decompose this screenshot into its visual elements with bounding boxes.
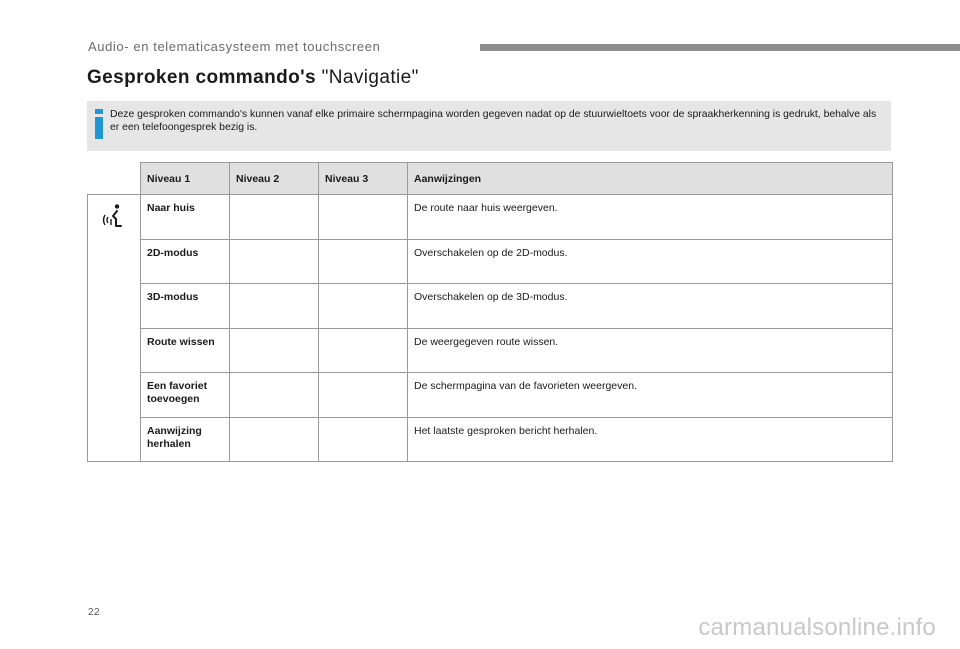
info-box [87,101,891,151]
row-6-niveau-1: Aanwijzing herhalen [141,417,230,462]
row-6-aanwijzing: Het laatste gesproken bericht herhalen. [408,417,893,462]
voice-command-icon [101,203,127,229]
row-1-niveau-2 [230,195,319,240]
table-row [88,284,893,329]
table-row [88,373,893,418]
table-header-aanwijzingen: Aanwijzingen [408,163,893,195]
row-2-niveau-3 [319,239,408,284]
row-2-niveau-2 [230,239,319,284]
page-title-main: Gesproken commando's [87,67,322,88]
row-6-niveau-3 [319,417,408,462]
row-4-niveau-3 [319,328,408,373]
table-header-blank [88,163,141,195]
header-bar [480,44,960,51]
row-5-niveau-1: Een favoriet toevoegen [141,373,230,418]
row-1-aanwijzing: De route naar huis weergeven. [408,195,893,240]
voice-icon-cell [88,195,141,462]
row-3-niveau-3 [319,284,408,329]
row-5-aanwijzing: De schermpagina van de favorieten weergeven. [408,373,893,418]
row-5-niveau-2 [230,373,319,418]
table-row [88,195,893,240]
info-text: Deze gesproken commando's kunnen vanaf elke primaire schermpagina worden gegeven nadat op de stuurwieltoets voor de spraakherkenning is gedrukt, behalve als er een telefoongesprek bezig is. [110,109,877,133]
table-header-niveau-2: Niveau 2 [230,163,319,195]
table-header-niveau-1: Niveau 1 [141,163,230,195]
table-row [88,328,893,373]
row-3-aanwijzing: Overschakelen op de 3D-modus. [408,284,893,329]
section-header-title: Audio- en telematicasysteem met touchscreen [88,39,381,54]
table-header-row [88,163,893,195]
table-header-niveau-3: Niveau 3 [319,163,408,195]
row-4-niveau-1: Route wissen [141,328,230,373]
page-number: 22 [88,607,101,618]
watermark: carmanualsonline.info [698,614,936,641]
page-title-quoted: "Navigatie" [321,67,419,88]
row-4-aanwijzing: De weergegeven route wissen. [408,328,893,373]
row-3-niveau-2 [230,284,319,329]
table-row [88,417,893,462]
info-icon [95,109,103,139]
row-1-niveau-1: Naar huis [141,195,230,240]
table-row [88,239,893,284]
row-2-niveau-1: 2D-modus [141,239,230,284]
row-6-niveau-2 [230,417,319,462]
row-4-niveau-2 [230,328,319,373]
row-1-niveau-3 [319,195,408,240]
page-title [87,67,419,89]
navigation-commands-table [87,162,893,462]
row-5-niveau-3 [319,373,408,418]
row-2-aanwijzing: Overschakelen op de 2D-modus. [408,239,893,284]
row-3-niveau-1: 3D-modus [141,284,230,329]
